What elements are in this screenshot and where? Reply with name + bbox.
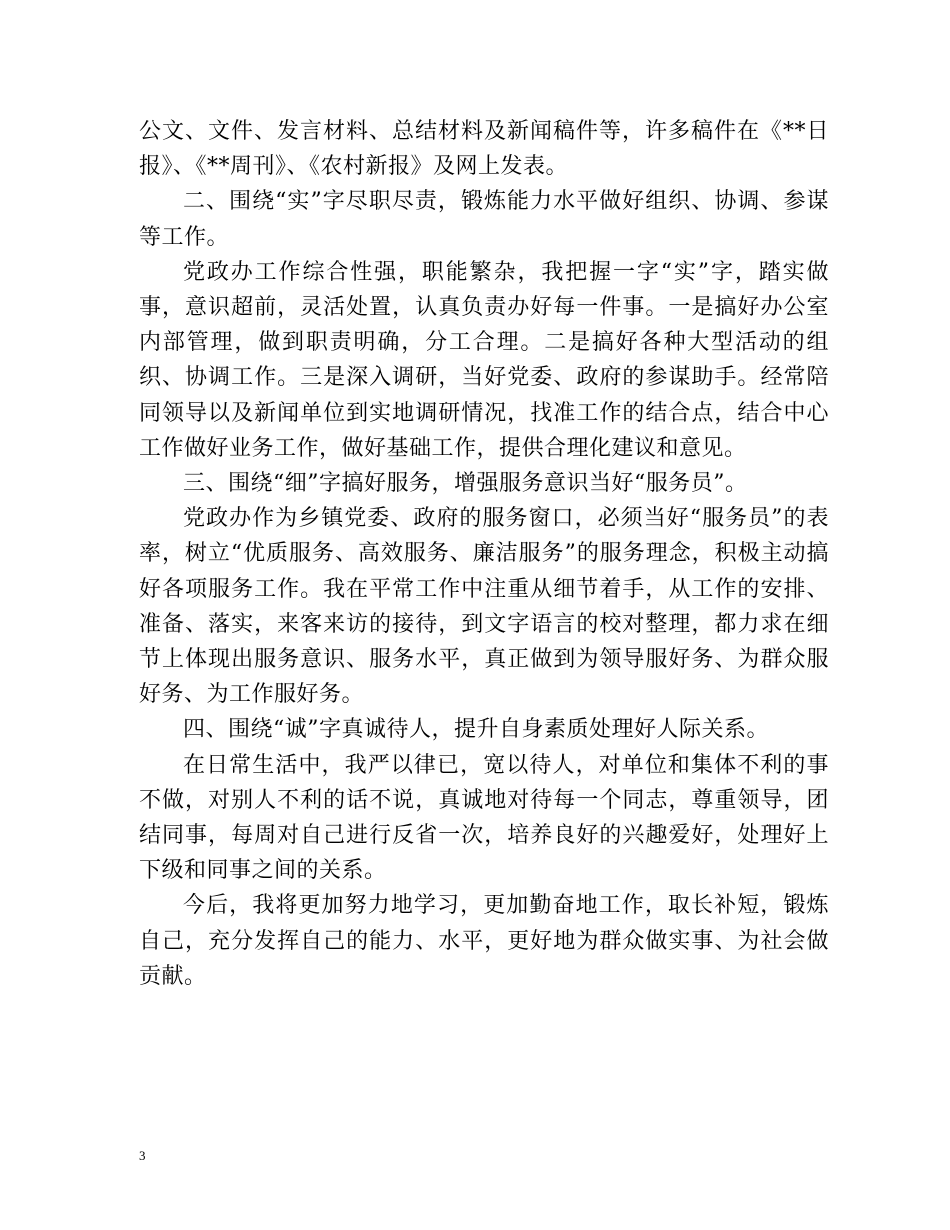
paragraph-continuation: 公文、文件、发言材料、总结材料及新闻稿件等，许多稿件在《**日报》、《**周刊》、《农村新报》及网上发表。 xyxy=(139,119,829,180)
body-text xyxy=(139,114,829,994)
section-heading-2: 二、围绕“实”字尽职尽责，锻炼能力水平做好组织、协调、参谋等工作。 xyxy=(139,189,829,250)
paragraph-conclusion: 今后，我将更加努力地学习，更加勤奋地工作，取长补短，锻炼自己，充分发挥自己的能力、水平，更好地为群众做实事、为社会做贡献。 xyxy=(139,893,829,989)
paragraph-section-4: 在日常生活中，我严以律已，宽以待人，对单位和集体不利的事不做，对别人不利的话不说，真诚地对待每一个同志，尊重领导，团结同事，每周对自己进行反省一次，培养良好的兴趣爱好，处理好上下级和同事之间的关系。 xyxy=(139,752,829,884)
section-heading-4: 四、围绕“诚”字真诚待人，提升自身素质处理好人际关系。 xyxy=(183,717,769,743)
paragraph-section-2: 党政办工作综合性强，职能繁杂，我把握一字“实”字，踏实做事，意识超前，灵活处置，认真负责办好每一件事。一是搞好办公室内部管理，做到职责明确，分工合理。二是搞好各种大型活动的组织、协调工作。三是深入调研，当好党委、政府的参谋助手。经常陪同领导以及新闻单位到实地调研情况，找准工作的结合点，结合中心工作做好业务工作，做好基础工作，提供合理化建议和意见。 xyxy=(139,259,829,461)
section-heading-3: 三、围绕“细”字搞好服务，增强服务意识当好“服务员”。 xyxy=(183,471,748,497)
paragraph-section-3: 党政办作为乡镇党委、政府的服务窗口，必须当好“服务员”的表率，树立“优质服务、高效服务、廉洁服务”的服务理念，积极主动搞好各项服务工作。我在平常工作中注重从细节着手，从工作的安排、准备、落实，来客来访的接待，到文字语言的校对整理，都力求在细节上体现出服务意识、服务水平，真正做到为领导服好务、为群众服好务、为工作服好务。 xyxy=(139,506,829,708)
page-number: 3 xyxy=(139,1148,146,1163)
